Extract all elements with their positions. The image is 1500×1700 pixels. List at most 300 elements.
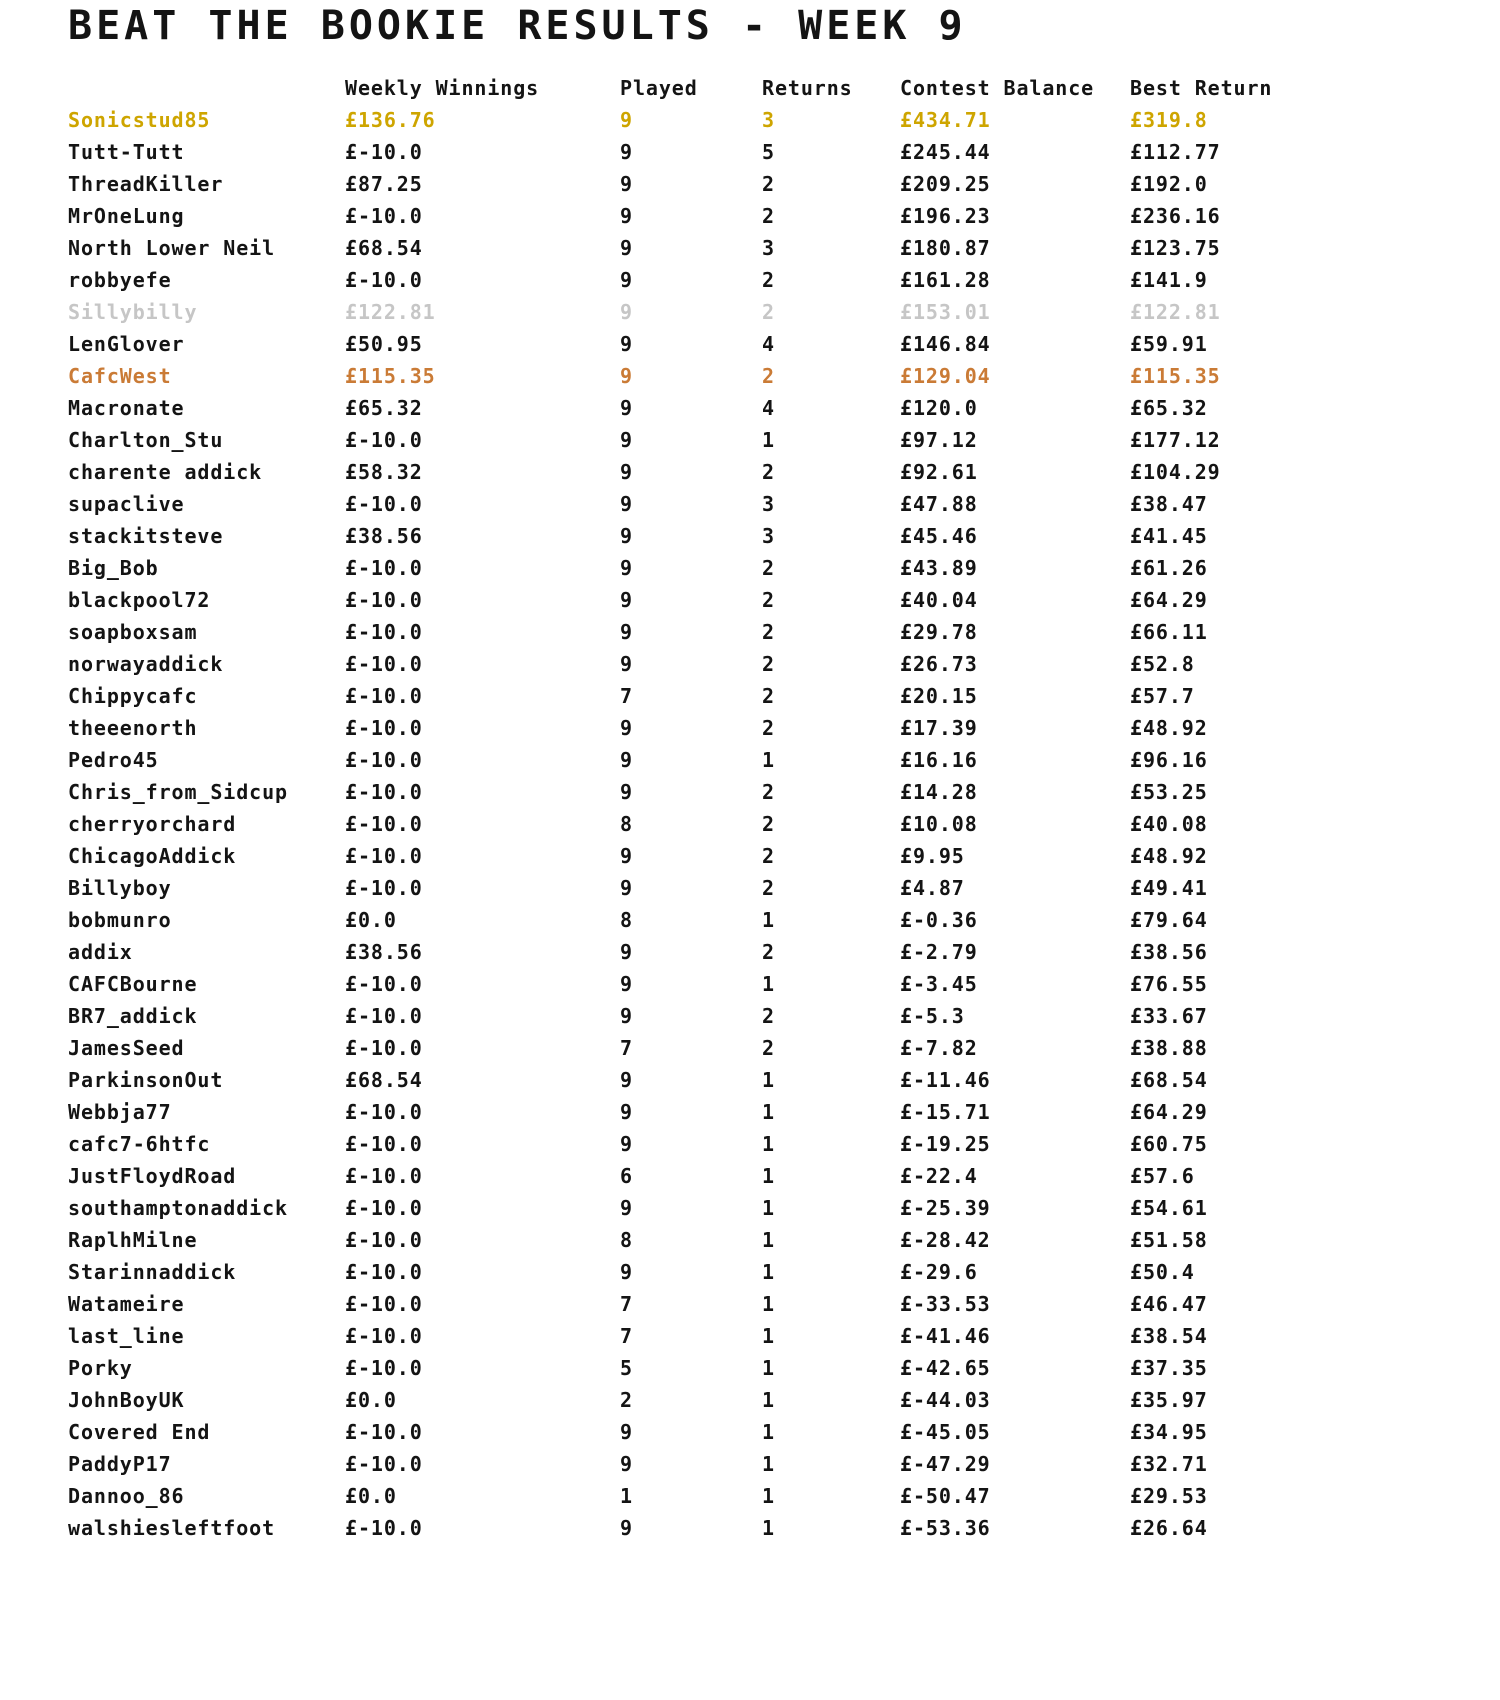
- played: 8: [620, 1228, 633, 1252]
- table-row: [68, 456, 1380, 488]
- contest-balance: £-44.03: [900, 1388, 991, 1412]
- best-return: £319.8: [1130, 108, 1208, 132]
- weekly-winnings: £-10.0: [345, 1324, 423, 1348]
- best-return: £51.58: [1130, 1228, 1208, 1252]
- player-name: ParkinsonOut: [68, 1068, 224, 1092]
- contest-balance: £-47.29: [900, 1452, 991, 1476]
- table-row: [68, 1384, 1380, 1416]
- table-row: [68, 1480, 1380, 1512]
- returns: 3: [762, 108, 775, 132]
- player-name: CAFCBourne: [68, 972, 198, 996]
- player-name: Billyboy: [68, 876, 172, 900]
- best-return: £96.16: [1130, 748, 1208, 772]
- played: 9: [620, 1196, 633, 1220]
- player-name: MrOneLung: [68, 204, 185, 228]
- player-name: southamptonaddick: [68, 1196, 288, 1220]
- weekly-winnings: £0.0: [345, 1484, 397, 1508]
- player-name: JamesSeed: [68, 1036, 185, 1060]
- table-row: [68, 1064, 1380, 1096]
- weekly-winnings: £122.81: [345, 300, 436, 324]
- contest-balance: £-15.71: [900, 1100, 991, 1124]
- played: 2: [620, 1388, 633, 1412]
- player-name: last_line: [68, 1324, 185, 1348]
- played: 9: [620, 588, 633, 612]
- returns: 4: [762, 396, 775, 420]
- returns: 3: [762, 524, 775, 548]
- contest-balance: £26.73: [900, 652, 978, 676]
- best-return: £57.7: [1130, 684, 1195, 708]
- best-return: £141.9: [1130, 268, 1208, 292]
- weekly-winnings: £-10.0: [345, 1164, 423, 1188]
- contest-balance: £20.15: [900, 684, 978, 708]
- returns: 1: [762, 908, 775, 932]
- returns: 1: [762, 972, 775, 996]
- returns: 1: [762, 1452, 775, 1476]
- player-name: charente addick: [68, 460, 263, 484]
- player-name: North Lower Neil: [68, 236, 276, 260]
- weekly-winnings: £-10.0: [345, 492, 423, 516]
- contest-balance: £29.78: [900, 620, 978, 644]
- best-return: £32.71: [1130, 1452, 1208, 1476]
- contest-balance: £14.28: [900, 780, 978, 804]
- best-return: £46.47: [1130, 1292, 1208, 1316]
- contest-balance: £129.04: [900, 364, 991, 388]
- returns: 1: [762, 1356, 775, 1380]
- player-name: JohnBoyUK: [68, 1388, 185, 1412]
- table-row: [68, 488, 1380, 520]
- player-name: JustFloydRoad: [68, 1164, 237, 1188]
- table-row: [68, 968, 1380, 1000]
- player-name: Dannoo_86: [68, 1484, 185, 1508]
- played: 8: [620, 812, 633, 836]
- weekly-winnings: £-10.0: [345, 972, 423, 996]
- played: 9: [620, 1260, 633, 1284]
- weekly-winnings: £-10.0: [345, 1292, 423, 1316]
- contest-balance: £9.95: [900, 844, 965, 868]
- best-return: £112.77: [1130, 140, 1221, 164]
- table-row: [68, 904, 1380, 936]
- weekly-winnings: £-10.0: [345, 140, 423, 164]
- player-name: Tutt-Tutt: [68, 140, 185, 164]
- best-return: £68.54: [1130, 1068, 1208, 1092]
- table-row: [68, 392, 1380, 424]
- returns: 1: [762, 1484, 775, 1508]
- best-return: £50.4: [1130, 1260, 1195, 1284]
- table-row: [68, 1032, 1380, 1064]
- best-return: £38.56: [1130, 940, 1208, 964]
- table-row: [68, 1320, 1380, 1352]
- weekly-winnings: £0.0: [345, 908, 397, 932]
- weekly-winnings: £38.56: [345, 940, 423, 964]
- played: 9: [620, 1420, 633, 1444]
- returns: 2: [762, 876, 775, 900]
- best-return: £48.92: [1130, 716, 1208, 740]
- returns: 1: [762, 1324, 775, 1348]
- contest-balance: £92.61: [900, 460, 978, 484]
- weekly-winnings: £-10.0: [345, 1004, 423, 1028]
- contest-balance: £209.25: [900, 172, 991, 196]
- player-name: Pedro45: [68, 748, 159, 772]
- best-return: £122.81: [1130, 300, 1221, 324]
- best-return: £40.08: [1130, 812, 1208, 836]
- contest-balance: £45.46: [900, 524, 978, 548]
- best-return: £34.95: [1130, 1420, 1208, 1444]
- returns: 1: [762, 1132, 775, 1156]
- played: 9: [620, 748, 633, 772]
- played: 9: [620, 172, 633, 196]
- played: 6: [620, 1164, 633, 1188]
- played: 5: [620, 1356, 633, 1380]
- played: 9: [620, 300, 633, 324]
- weekly-winnings: £-10.0: [345, 428, 423, 452]
- returns: 2: [762, 364, 775, 388]
- table-row: [68, 264, 1380, 296]
- played: 9: [620, 332, 633, 356]
- contest-balance: £40.04: [900, 588, 978, 612]
- player-name: Sillybilly: [68, 300, 198, 324]
- weekly-winnings: £50.95: [345, 332, 423, 356]
- played: 9: [620, 716, 633, 740]
- best-return: £38.54: [1130, 1324, 1208, 1348]
- results-table: [68, 72, 1380, 1544]
- weekly-winnings: £-10.0: [345, 1516, 423, 1540]
- returns: 1: [762, 1516, 775, 1540]
- weekly-winnings: £87.25: [345, 172, 423, 196]
- player-name: Big_Bob: [68, 556, 159, 580]
- weekly-winnings: £-10.0: [345, 1260, 423, 1284]
- table-header-row: [68, 72, 1380, 104]
- contest-balance: £-7.82: [900, 1036, 978, 1060]
- weekly-winnings: £-10.0: [345, 1100, 423, 1124]
- played: 9: [620, 1100, 633, 1124]
- returns: 2: [762, 556, 775, 580]
- contest-balance: £-0.36: [900, 908, 978, 932]
- returns: 4: [762, 332, 775, 356]
- returns: 2: [762, 588, 775, 612]
- contest-balance: £-3.45: [900, 972, 978, 996]
- player-name: Starinnaddick: [68, 1260, 237, 1284]
- page-title: BEAT THE BOOKIE RESULTS - WEEK 9: [68, 3, 967, 49]
- played: 1: [620, 1484, 633, 1508]
- weekly-winnings: £-10.0: [345, 876, 423, 900]
- weekly-winnings: £0.0: [345, 1388, 397, 1412]
- contest-balance: £-29.6: [900, 1260, 978, 1284]
- best-return: £177.12: [1130, 428, 1221, 452]
- table-row: [68, 424, 1380, 456]
- weekly-winnings: £58.32: [345, 460, 423, 484]
- played: 9: [620, 364, 633, 388]
- table-row: [68, 104, 1380, 136]
- weekly-winnings: £38.56: [345, 524, 423, 548]
- player-name: Macronate: [68, 396, 185, 420]
- best-return: £115.35: [1130, 364, 1221, 388]
- played: 9: [620, 780, 633, 804]
- played: 9: [620, 1004, 633, 1028]
- played: 8: [620, 908, 633, 932]
- weekly-winnings: £-10.0: [345, 1132, 423, 1156]
- returns: 2: [762, 268, 775, 292]
- header-played: Played: [620, 76, 698, 100]
- contest-balance: £245.44: [900, 140, 991, 164]
- best-return: £104.29: [1130, 460, 1221, 484]
- table-row: [68, 1352, 1380, 1384]
- table-row: [68, 936, 1380, 968]
- returns: 2: [762, 652, 775, 676]
- weekly-winnings: £-10.0: [345, 812, 423, 836]
- best-return: £33.67: [1130, 1004, 1208, 1028]
- player-name: blackpool72: [68, 588, 211, 612]
- table-row: [68, 808, 1380, 840]
- table-row: [68, 680, 1380, 712]
- best-return: £53.25: [1130, 780, 1208, 804]
- weekly-winnings: £-10.0: [345, 780, 423, 804]
- table-row: [68, 1288, 1380, 1320]
- contest-balance: £-53.36: [900, 1516, 991, 1540]
- player-name: stackitsteve: [68, 524, 224, 548]
- contest-balance: £43.89: [900, 556, 978, 580]
- contest-balance: £-2.79: [900, 940, 978, 964]
- player-name: Sonicstud85: [68, 108, 211, 132]
- table-row: [68, 1096, 1380, 1128]
- best-return: £52.8: [1130, 652, 1195, 676]
- contest-balance: £146.84: [900, 332, 991, 356]
- contest-balance: £161.28: [900, 268, 991, 292]
- best-return: £60.75: [1130, 1132, 1208, 1156]
- played: 9: [620, 1516, 633, 1540]
- best-return: £61.26: [1130, 556, 1208, 580]
- player-name: ThreadKiller: [68, 172, 224, 196]
- weekly-winnings: £-10.0: [345, 620, 423, 644]
- contest-balance: £434.71: [900, 108, 991, 132]
- best-return: £123.75: [1130, 236, 1221, 260]
- played: 9: [620, 428, 633, 452]
- table-row: [68, 744, 1380, 776]
- player-name: Charlton_Stu: [68, 428, 224, 452]
- table-row: [68, 1192, 1380, 1224]
- table-row: [68, 1224, 1380, 1256]
- returns: 1: [762, 1420, 775, 1444]
- played: 9: [620, 140, 633, 164]
- returns: 1: [762, 748, 775, 772]
- best-return: £66.11: [1130, 620, 1208, 644]
- played: 9: [620, 652, 633, 676]
- weekly-winnings: £-10.0: [345, 1420, 423, 1444]
- contest-balance: £196.23: [900, 204, 991, 228]
- contest-balance: £47.88: [900, 492, 978, 516]
- returns: 5: [762, 140, 775, 164]
- best-return: £38.47: [1130, 492, 1208, 516]
- best-return: £49.41: [1130, 876, 1208, 900]
- header-best-return: Best Return: [1130, 76, 1273, 100]
- table-row: [68, 552, 1380, 584]
- player-name: LenGlover: [68, 332, 185, 356]
- returns: 1: [762, 1228, 775, 1252]
- player-name: Watameire: [68, 1292, 185, 1316]
- best-return: £79.64: [1130, 908, 1208, 932]
- returns: 1: [762, 1388, 775, 1412]
- contest-balance: £-19.25: [900, 1132, 991, 1156]
- returns: 3: [762, 492, 775, 516]
- player-name: Chris_from_Sidcup: [68, 780, 288, 804]
- weekly-winnings: £-10.0: [345, 204, 423, 228]
- weekly-winnings: £-10.0: [345, 748, 423, 772]
- weekly-winnings: £-10.0: [345, 588, 423, 612]
- weekly-winnings: £-10.0: [345, 684, 423, 708]
- returns: 2: [762, 460, 775, 484]
- player-name: walshiesleftfoot: [68, 1516, 276, 1540]
- played: 9: [620, 236, 633, 260]
- contest-balance: £-42.65: [900, 1356, 991, 1380]
- played: 9: [620, 524, 633, 548]
- weekly-winnings: £-10.0: [345, 1452, 423, 1476]
- table-row: [68, 1512, 1380, 1544]
- returns: 2: [762, 844, 775, 868]
- played: 9: [620, 940, 633, 964]
- player-name: Porky: [68, 1356, 133, 1380]
- table-row: [68, 168, 1380, 200]
- returns: 2: [762, 940, 775, 964]
- returns: 1: [762, 1068, 775, 1092]
- best-return: £54.61: [1130, 1196, 1208, 1220]
- contest-balance: £97.12: [900, 428, 978, 452]
- player-name: addix: [68, 940, 133, 964]
- table-row: [68, 360, 1380, 392]
- header-weekly-winnings: Weekly Winnings: [345, 76, 540, 100]
- played: 7: [620, 1292, 633, 1316]
- best-return: £64.29: [1130, 588, 1208, 612]
- player-name: norwayaddick: [68, 652, 224, 676]
- returns: 2: [762, 1004, 775, 1028]
- returns: 1: [762, 1196, 775, 1220]
- returns: 1: [762, 1260, 775, 1284]
- played: 9: [620, 1068, 633, 1092]
- played: 9: [620, 620, 633, 644]
- weekly-winnings: £-10.0: [345, 1228, 423, 1252]
- returns: 1: [762, 1164, 775, 1188]
- played: 9: [620, 108, 633, 132]
- best-return: £64.29: [1130, 1100, 1208, 1124]
- contest-balance: £-33.53: [900, 1292, 991, 1316]
- returns: 2: [762, 812, 775, 836]
- contest-balance: £16.16: [900, 748, 978, 772]
- weekly-winnings: £-10.0: [345, 556, 423, 580]
- best-return: £37.35: [1130, 1356, 1208, 1380]
- table-row: [68, 840, 1380, 872]
- contest-balance: £-41.46: [900, 1324, 991, 1348]
- weekly-winnings: £115.35: [345, 364, 436, 388]
- best-return: £192.0: [1130, 172, 1208, 196]
- player-name: RaplhMilne: [68, 1228, 198, 1252]
- played: 9: [620, 972, 633, 996]
- returns: 2: [762, 620, 775, 644]
- contest-balance: £-11.46: [900, 1068, 991, 1092]
- returns: 2: [762, 1036, 775, 1060]
- weekly-winnings: £68.54: [345, 236, 423, 260]
- contest-balance: £153.01: [900, 300, 991, 324]
- best-return: £26.64: [1130, 1516, 1208, 1540]
- returns: 2: [762, 172, 775, 196]
- player-name: BR7_addick: [68, 1004, 198, 1028]
- played: 9: [620, 844, 633, 868]
- table-row: [68, 584, 1380, 616]
- contest-balance: £17.39: [900, 716, 978, 740]
- table-row: [68, 1416, 1380, 1448]
- contest-balance: £4.87: [900, 876, 965, 900]
- weekly-winnings: £136.76: [345, 108, 436, 132]
- weekly-winnings: £-10.0: [345, 268, 423, 292]
- best-return: £59.91: [1130, 332, 1208, 356]
- weekly-winnings: £-10.0: [345, 844, 423, 868]
- player-name: supaclive: [68, 492, 185, 516]
- table-row: [68, 712, 1380, 744]
- weekly-winnings: £-10.0: [345, 652, 423, 676]
- played: 7: [620, 684, 633, 708]
- table-row: [68, 328, 1380, 360]
- best-return: £48.92: [1130, 844, 1208, 868]
- played: 9: [620, 876, 633, 900]
- best-return: £65.32: [1130, 396, 1208, 420]
- best-return: £236.16: [1130, 204, 1221, 228]
- table-row: [68, 872, 1380, 904]
- returns: 2: [762, 204, 775, 228]
- table-row: [68, 1000, 1380, 1032]
- contest-balance: £-25.39: [900, 1196, 991, 1220]
- played: 9: [620, 1452, 633, 1476]
- player-name: soapboxsam: [68, 620, 198, 644]
- table-row: [68, 1256, 1380, 1288]
- table-row: [68, 776, 1380, 808]
- contest-balance: £180.87: [900, 236, 991, 260]
- contest-balance: £10.08: [900, 812, 978, 836]
- best-return: £57.6: [1130, 1164, 1195, 1188]
- player-name: ChicagoAddick: [68, 844, 237, 868]
- returns: 1: [762, 1292, 775, 1316]
- contest-balance: £120.0: [900, 396, 978, 420]
- returns: 2: [762, 684, 775, 708]
- weekly-winnings: £-10.0: [345, 716, 423, 740]
- best-return: £38.88: [1130, 1036, 1208, 1060]
- returns: 2: [762, 300, 775, 324]
- returns: 3: [762, 236, 775, 260]
- table-row: [68, 296, 1380, 328]
- contest-balance: £-45.05: [900, 1420, 991, 1444]
- returns: 1: [762, 1100, 775, 1124]
- player-name: theeenorth: [68, 716, 198, 740]
- contest-balance: £-22.4: [900, 1164, 978, 1188]
- best-return: £76.55: [1130, 972, 1208, 996]
- table-row: [68, 648, 1380, 680]
- table-row: [68, 1448, 1380, 1480]
- header-contest-balance: Contest Balance: [900, 76, 1095, 100]
- contest-balance: £-5.3: [900, 1004, 965, 1028]
- played: 9: [620, 268, 633, 292]
- player-name: Chippycafc: [68, 684, 198, 708]
- player-name: CafcWest: [68, 364, 172, 388]
- table-row: [68, 200, 1380, 232]
- table-row: [68, 1128, 1380, 1160]
- best-return: £29.53: [1130, 1484, 1208, 1508]
- returns: 2: [762, 716, 775, 740]
- player-name: Covered End: [68, 1420, 211, 1444]
- played: 9: [620, 1132, 633, 1156]
- table-row: [68, 1160, 1380, 1192]
- player-name: robbyefe: [68, 268, 172, 292]
- returns: 2: [762, 780, 775, 804]
- table-row: [68, 232, 1380, 264]
- player-name: Webbja77: [68, 1100, 172, 1124]
- header-returns: Returns: [762, 76, 853, 100]
- contest-balance: £-50.47: [900, 1484, 991, 1508]
